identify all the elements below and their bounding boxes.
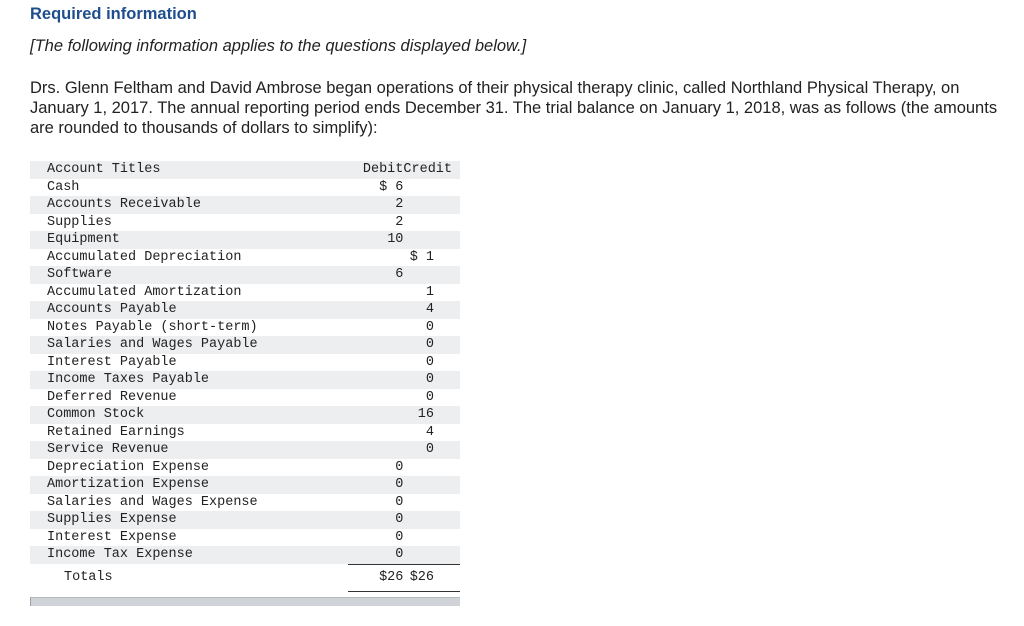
totals-label: Totals: [64, 569, 113, 585]
debit-cell: 0: [348, 476, 403, 494]
account-title-cell: Software: [30, 266, 348, 284]
table-row: [30, 406, 460, 424]
credit-cell: [403, 266, 460, 284]
credit-cell: 0: [403, 336, 460, 354]
account-title-cell: Interest Expense: [47, 529, 177, 545]
table-row: [30, 511, 460, 529]
table-row: [30, 319, 460, 337]
header-account-titles: Account Titles: [30, 161, 348, 179]
table-row: [30, 301, 460, 319]
table-header-row: [30, 161, 460, 179]
table-row: [30, 494, 460, 512]
intro-note: [The following information applies to the questions displayed below.]: [30, 37, 527, 55]
debit-cell: [348, 319, 403, 337]
account-title-cell: Amortization Expense: [30, 476, 348, 494]
table-row: [30, 441, 460, 459]
totals-credit: $26: [403, 564, 460, 591]
credit-cell: $ 1: [409, 249, 434, 265]
account-title-cell: Cash: [47, 179, 80, 195]
credit-cell: 4: [403, 301, 460, 319]
account-title-cell: Supplies Expense: [30, 511, 348, 529]
table-row: [30, 546, 460, 564]
header-credit: Credit: [403, 161, 460, 179]
credit-cell: 1: [425, 284, 434, 300]
credit-cell: [403, 214, 460, 232]
debit-cell: [348, 249, 403, 267]
credit-cell: 0: [425, 319, 434, 335]
credit-cell: [403, 546, 460, 564]
table-row: [30, 336, 460, 354]
debit-cell: [348, 441, 403, 459]
horizontal-scrollbar[interactable]: [30, 597, 460, 606]
account-title-cell: Common Stock: [30, 406, 348, 424]
credit-cell: [403, 476, 460, 494]
credit-cell: [403, 179, 460, 197]
account-title-cell: Salaries and Wages Expense: [47, 494, 258, 510]
debit-cell: [348, 354, 403, 372]
table-row: [30, 389, 460, 407]
credit-cell: 0: [425, 354, 434, 370]
debit-cell: 0: [395, 494, 404, 510]
account-title-cell: Accumulated Amortization: [47, 284, 242, 300]
credit-cell: [403, 511, 460, 529]
account-title-cell: Accounts Receivable: [30, 196, 348, 214]
table-row: [30, 266, 460, 284]
credit-cell: [403, 529, 460, 547]
debit-cell: 0: [395, 459, 404, 475]
account-title-cell: Deferred Revenue: [47, 389, 177, 405]
debit-cell: [348, 284, 403, 302]
credit-cell: [403, 231, 460, 249]
credit-cell: 0: [403, 441, 460, 459]
debit-cell: 2: [348, 196, 403, 214]
account-title-cell: Depreciation Expense: [47, 459, 210, 475]
table-row: [30, 354, 460, 372]
debit-cell: [348, 301, 403, 319]
table-row: [30, 284, 460, 302]
table-row: [30, 196, 460, 214]
table-row: [30, 214, 460, 232]
debit-cell: $ 6: [379, 179, 404, 195]
account-title-cell: Income Tax Expense: [30, 546, 348, 564]
debit-cell: [348, 336, 403, 354]
account-title-cell: Equipment: [30, 231, 348, 249]
table-row: [30, 231, 460, 249]
account-title-cell: Supplies: [47, 214, 112, 230]
debit-cell: 2: [395, 214, 404, 230]
table-row: [30, 424, 460, 442]
debit-cell: 10: [348, 231, 403, 249]
table-row: [30, 371, 460, 389]
table-row: [30, 179, 460, 197]
table-row: [30, 529, 460, 547]
debit-cell: [348, 424, 403, 442]
account-title-cell: Accumulated Depreciation: [47, 249, 242, 265]
debit-cell: 6: [348, 266, 403, 284]
trial-balance-table: [30, 161, 460, 592]
account-title-cell: Income Taxes Payable: [30, 371, 348, 389]
debit-cell: 0: [348, 546, 403, 564]
credit-cell: 0: [425, 389, 434, 405]
credit-cell: 0: [403, 371, 460, 389]
credit-cell: 4: [425, 424, 434, 440]
credit-cell: [403, 459, 460, 477]
totals-debit: $26: [348, 564, 403, 591]
problem-paragraph: Drs. Glenn Feltham and David Ambrose began operations of their physical therapy clinic, called Northland Physical Therapy, on January 1, 2017. The annual reporting period ends December 31. The trial balance on January 1, 2018, was as follows (the amounts are rounded to thousands of dollars to simplify):: [30, 79, 998, 137]
table-row: [30, 249, 460, 267]
totals-row: [30, 564, 460, 591]
table-row: [30, 476, 460, 494]
header-debit: Debit: [348, 161, 403, 179]
table-row: [30, 459, 460, 477]
credit-cell: [403, 196, 460, 214]
account-title-cell: Salaries and Wages Payable: [30, 336, 348, 354]
account-title-cell: Notes Payable (short-term): [47, 319, 258, 335]
credit-cell: [403, 494, 460, 512]
account-title-cell: Interest Payable: [47, 354, 177, 370]
debit-cell: [348, 389, 403, 407]
debit-cell: [348, 406, 403, 424]
debit-cell: [348, 371, 403, 389]
debit-cell: 0: [348, 511, 403, 529]
account-title-cell: Accounts Payable: [30, 301, 348, 319]
account-title-cell: Service Revenue: [30, 441, 348, 459]
credit-cell: 16: [403, 406, 460, 424]
debit-cell: 0: [395, 529, 404, 545]
account-title-cell: Retained Earnings: [47, 424, 185, 440]
trial-balance-body: [30, 179, 460, 565]
required-information-heading: Required information: [30, 5, 197, 23]
